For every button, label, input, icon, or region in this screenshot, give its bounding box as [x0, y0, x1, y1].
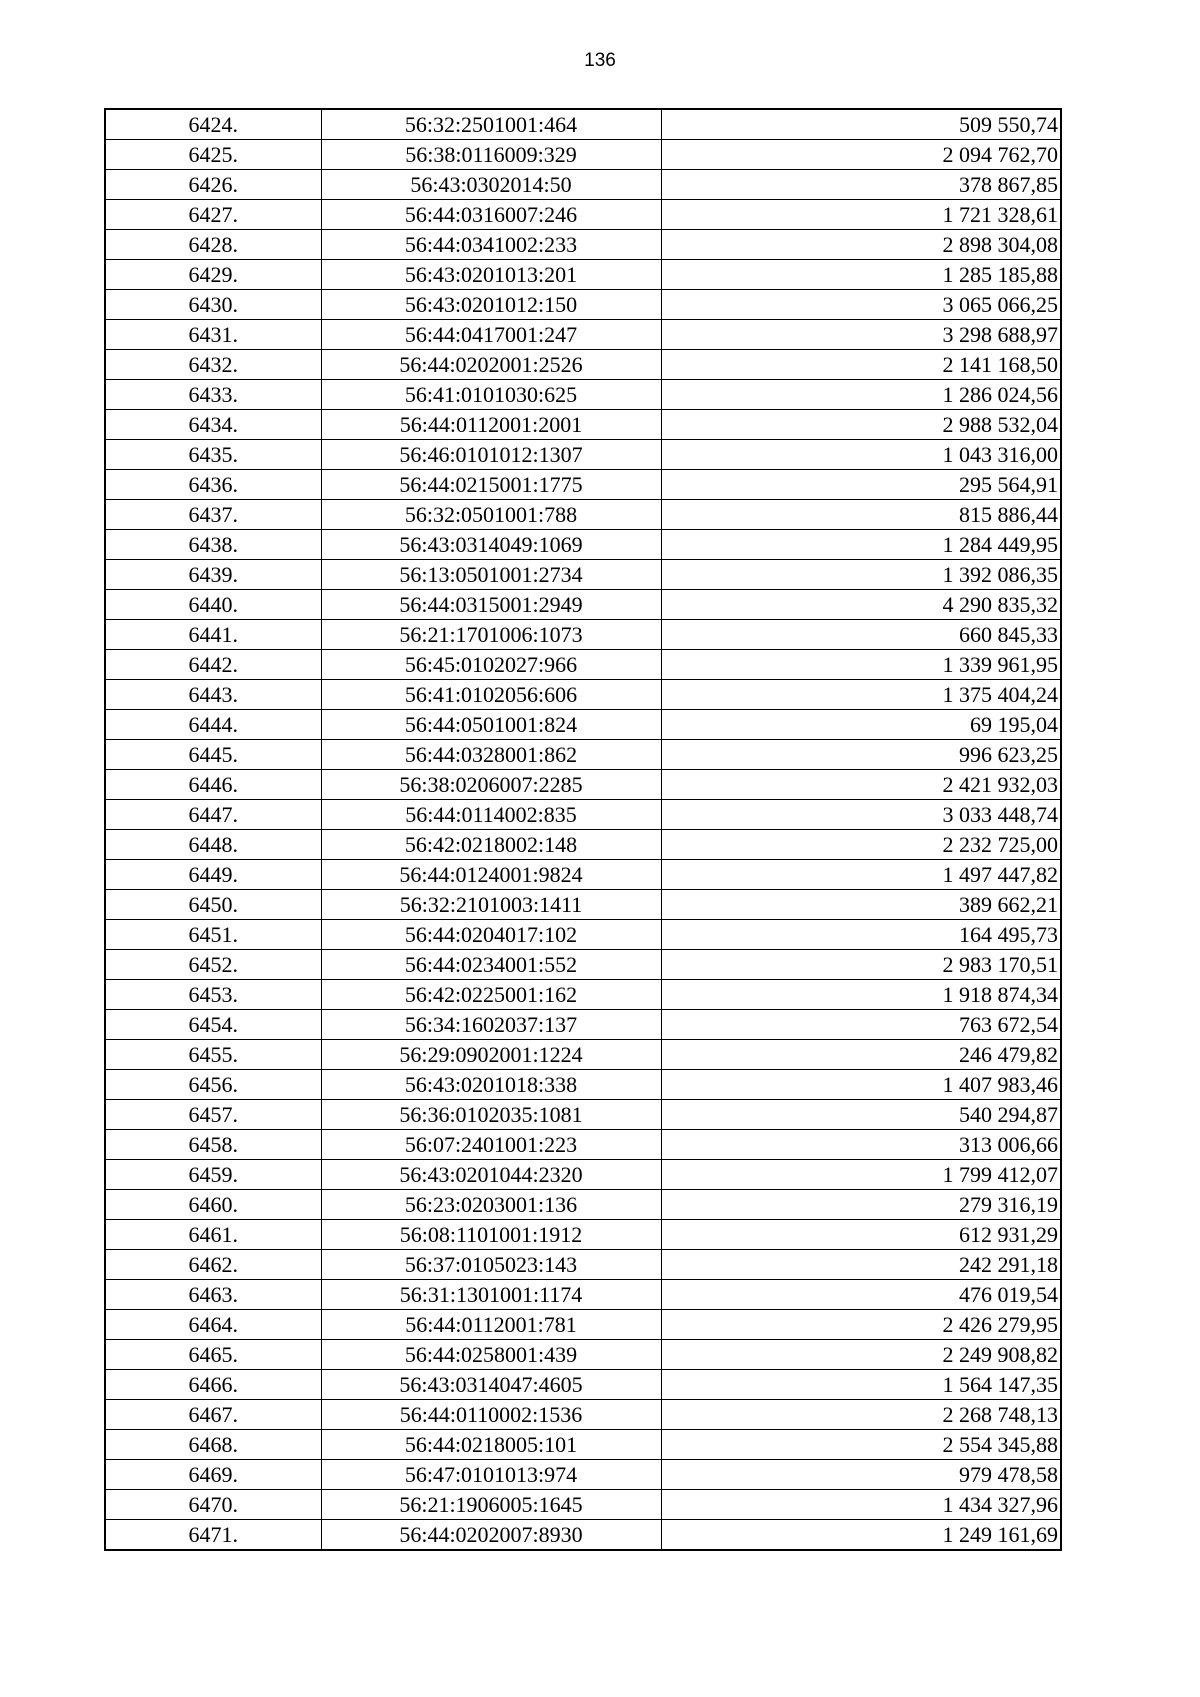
- table-row: [105, 590, 1061, 620]
- table-row: [105, 1370, 1061, 1400]
- table-row: [105, 320, 1061, 350]
- cadastral-value: 2 983 170,51: [661, 950, 1061, 980]
- cadastral-number: 56:44:0124001:9824: [321, 860, 661, 890]
- row-number: 6468.: [105, 1430, 321, 1460]
- row-number: 6434.: [105, 410, 321, 440]
- cadastral-value: 476 019,54: [661, 1280, 1061, 1310]
- cadastral-number: 56:44:0112001:781: [321, 1310, 661, 1340]
- table-row: [105, 1490, 1061, 1520]
- cadastral-value: 279 316,19: [661, 1190, 1061, 1220]
- table-row: [105, 140, 1061, 170]
- cadastral-value: 3 298 688,97: [661, 320, 1061, 350]
- cadastral-value: 1 285 185,88: [661, 260, 1061, 290]
- cadastral-number: 56:42:0225001:162: [321, 980, 661, 1010]
- cadastral-number: 56:34:1602037:137: [321, 1010, 661, 1040]
- cadastral-number: 56:37:0105023:143: [321, 1250, 661, 1280]
- cadastral-number: 56:31:1301001:1174: [321, 1280, 661, 1310]
- cadastral-value: 1 564 147,35: [661, 1370, 1061, 1400]
- row-number: 6431.: [105, 320, 321, 350]
- row-number: 6425.: [105, 140, 321, 170]
- row-number: 6454.: [105, 1010, 321, 1040]
- cadastral-number: 56:13:0501001:2734: [321, 560, 661, 590]
- cadastral-number: 56:44:0234001:552: [321, 950, 661, 980]
- row-number: 6453.: [105, 980, 321, 1010]
- cadastral-number: 56:23:0203001:136: [321, 1190, 661, 1220]
- cadastral-number: 56:43:0201044:2320: [321, 1160, 661, 1190]
- cadastral-value: 660 845,33: [661, 620, 1061, 650]
- cadastral-value: 2 898 304,08: [661, 230, 1061, 260]
- table-row: [105, 410, 1061, 440]
- cadastral-number: 56:29:0902001:1224: [321, 1040, 661, 1070]
- cadastral-number: 56:38:0206007:2285: [321, 770, 661, 800]
- cadastral-value: 3 033 448,74: [661, 800, 1061, 830]
- cadastral-value: 2 988 532,04: [661, 410, 1061, 440]
- cadastral-value: 1 918 874,34: [661, 980, 1061, 1010]
- row-number: 6451.: [105, 920, 321, 950]
- table-row: [105, 530, 1061, 560]
- cadastral-value: 313 006,66: [661, 1130, 1061, 1160]
- row-number: 6447.: [105, 800, 321, 830]
- row-number: 6445.: [105, 740, 321, 770]
- table-row: [105, 1400, 1061, 1430]
- table-row: [105, 1460, 1061, 1490]
- row-number: 6432.: [105, 350, 321, 380]
- table-row: [105, 890, 1061, 920]
- cadastral-number: 56:46:0101012:1307: [321, 440, 661, 470]
- cadastral-value: 2 141 168,50: [661, 350, 1061, 380]
- table-row: [105, 950, 1061, 980]
- row-number: 6466.: [105, 1370, 321, 1400]
- cadastral-value: 164 495,73: [661, 920, 1061, 950]
- cadastral-value: 1 339 961,95: [661, 650, 1061, 680]
- row-number: 6440.: [105, 590, 321, 620]
- row-number: 6441.: [105, 620, 321, 650]
- cadastral-number: 56:45:0102027:966: [321, 650, 661, 680]
- cadastral-number: 56:07:2401001:223: [321, 1130, 661, 1160]
- row-number: 6439.: [105, 560, 321, 590]
- table-row: [105, 1280, 1061, 1310]
- cadastral-number: 56:44:0341002:233: [321, 230, 661, 260]
- cadastral-number: 56:43:0201012:150: [321, 290, 661, 320]
- table-row: [105, 1100, 1061, 1130]
- table-row: [105, 710, 1061, 740]
- cadastral-value: 69 195,04: [661, 710, 1061, 740]
- table-row: [105, 980, 1061, 1010]
- cadastral-value: 540 294,87: [661, 1100, 1061, 1130]
- table-row: [105, 800, 1061, 830]
- cadastral-value: 2 426 279,95: [661, 1310, 1061, 1340]
- row-number: 6428.: [105, 230, 321, 260]
- row-number: 6461.: [105, 1220, 321, 1250]
- cadastral-value: 2 094 762,70: [661, 140, 1061, 170]
- cadastral-number: 56:44:0328001:862: [321, 740, 661, 770]
- cadastral-number: 56:32:0501001:788: [321, 500, 661, 530]
- cadastral-value: 3 065 066,25: [661, 290, 1061, 320]
- cadastral-number: 56:44:0417001:247: [321, 320, 661, 350]
- cadastral-number: 56:44:0204017:102: [321, 920, 661, 950]
- cadastral-number: 56:43:0314047:4605: [321, 1370, 661, 1400]
- table-row: [105, 440, 1061, 470]
- cadastral-value: 2 249 908,82: [661, 1340, 1061, 1370]
- cadastral-number: 56:44:0215001:1775: [321, 470, 661, 500]
- cadastral-number: 56:44:0315001:2949: [321, 590, 661, 620]
- cadastral-value: 4 290 835,32: [661, 590, 1061, 620]
- table-row: [105, 770, 1061, 800]
- table-row: [105, 1520, 1061, 1551]
- table-row: [105, 650, 1061, 680]
- cadastral-value: 612 931,29: [661, 1220, 1061, 1250]
- cadastral-number: 56:43:0201013:201: [321, 260, 661, 290]
- table-row: [105, 920, 1061, 950]
- row-number: 6450.: [105, 890, 321, 920]
- cadastral-number: 56:44:0258001:439: [321, 1340, 661, 1370]
- table-row: [105, 1190, 1061, 1220]
- table-row: [105, 1310, 1061, 1340]
- cadastral-value: 1 286 024,56: [661, 380, 1061, 410]
- cadastral-number: 56:38:0116009:329: [321, 140, 661, 170]
- row-number: 6460.: [105, 1190, 321, 1220]
- table-row: [105, 260, 1061, 290]
- table-row: [105, 500, 1061, 530]
- cadastral-value: 389 662,21: [661, 890, 1061, 920]
- table-body: [105, 109, 1061, 1550]
- row-number: 6435.: [105, 440, 321, 470]
- row-number: 6438.: [105, 530, 321, 560]
- cadastral-value: 2 232 725,00: [661, 830, 1061, 860]
- row-number: 6457.: [105, 1100, 321, 1130]
- cadastral-number: 56:42:0218002:148: [321, 830, 661, 860]
- cadastral-number: 56:41:0102056:606: [321, 680, 661, 710]
- row-number: 6443.: [105, 680, 321, 710]
- table-row: [105, 1010, 1061, 1040]
- table-row: [105, 560, 1061, 590]
- table-row: [105, 1340, 1061, 1370]
- row-number: 6467.: [105, 1400, 321, 1430]
- row-number: 6442.: [105, 650, 321, 680]
- cadastral-value: 1 497 447,82: [661, 860, 1061, 890]
- cadastral-value: 1 043 316,00: [661, 440, 1061, 470]
- cadastral-value: 295 564,91: [661, 470, 1061, 500]
- table-row: [105, 290, 1061, 320]
- cadastral-number: 56:32:2501001:464: [321, 109, 661, 140]
- table-row: [105, 1160, 1061, 1190]
- row-number: 6464.: [105, 1310, 321, 1340]
- cadastral-number: 56:44:0114002:835: [321, 800, 661, 830]
- row-number: 6446.: [105, 770, 321, 800]
- cadastral-number: 56:44:0501001:824: [321, 710, 661, 740]
- cadastral-value: 1 249 161,69: [661, 1520, 1061, 1551]
- row-number: 6433.: [105, 380, 321, 410]
- table-row: [105, 1130, 1061, 1160]
- cadastral-number: 56:43:0201018:338: [321, 1070, 661, 1100]
- cadastral-value: 996 623,25: [661, 740, 1061, 770]
- row-number: 6455.: [105, 1040, 321, 1070]
- row-number: 6469.: [105, 1460, 321, 1490]
- cadastral-number: 56:44:0110002:1536: [321, 1400, 661, 1430]
- row-number: 6452.: [105, 950, 321, 980]
- cadastral-value: 242 291,18: [661, 1250, 1061, 1280]
- table-row: [105, 350, 1061, 380]
- cadastral-number: 56:44:0202001:2526: [321, 350, 661, 380]
- row-number: 6471.: [105, 1520, 321, 1551]
- table-row: [105, 1070, 1061, 1100]
- cadastral-value-table: [104, 108, 1062, 1551]
- table-row: [105, 680, 1061, 710]
- cadastral-value: 979 478,58: [661, 1460, 1061, 1490]
- cadastral-number: 56:43:0302014:50: [321, 170, 661, 200]
- cadastral-number: 56:44:0202007:8930: [321, 1520, 661, 1551]
- table-row: [105, 740, 1061, 770]
- cadastral-number: 56:21:1906005:1645: [321, 1490, 661, 1520]
- cadastral-number: 56:41:0101030:625: [321, 380, 661, 410]
- table-row: [105, 1250, 1061, 1280]
- cadastral-value: 815 886,44: [661, 500, 1061, 530]
- table-row: [105, 170, 1061, 200]
- cadastral-number: 56:43:0314049:1069: [321, 530, 661, 560]
- cadastral-value: 378 867,85: [661, 170, 1061, 200]
- cadastral-value: 1 721 328,61: [661, 200, 1061, 230]
- cadastral-value: 1 392 086,35: [661, 560, 1061, 590]
- cadastral-number: 56:44:0218005:101: [321, 1430, 661, 1460]
- cadastral-value: 2 421 932,03: [661, 770, 1061, 800]
- cadastral-value: 2 554 345,88: [661, 1430, 1061, 1460]
- row-number: 6424.: [105, 109, 321, 140]
- row-number: 6448.: [105, 830, 321, 860]
- row-number: 6436.: [105, 470, 321, 500]
- table-row: [105, 1220, 1061, 1250]
- row-number: 6458.: [105, 1130, 321, 1160]
- cadastral-value: 1 284 449,95: [661, 530, 1061, 560]
- table-row: [105, 1040, 1061, 1070]
- table-row: [105, 620, 1061, 650]
- cadastral-number: 56:08:1101001:1912: [321, 1220, 661, 1250]
- row-number: 6429.: [105, 260, 321, 290]
- table-row: [105, 860, 1061, 890]
- row-number: 6444.: [105, 710, 321, 740]
- cadastral-value: 763 672,54: [661, 1010, 1061, 1040]
- row-number: 6462.: [105, 1250, 321, 1280]
- row-number: 6463.: [105, 1280, 321, 1310]
- row-number: 6426.: [105, 170, 321, 200]
- cadastral-number: 56:32:2101003:1411: [321, 890, 661, 920]
- table-row: [105, 470, 1061, 500]
- cadastral-number: 56:21:1701006:1073: [321, 620, 661, 650]
- row-number: 6430.: [105, 290, 321, 320]
- table-row: [105, 1430, 1061, 1460]
- cadastral-number: 56:47:0101013:974: [321, 1460, 661, 1490]
- table-row: [105, 830, 1061, 860]
- table-row: [105, 380, 1061, 410]
- cadastral-value: 246 479,82: [661, 1040, 1061, 1070]
- table-row: [105, 230, 1061, 260]
- row-number: 6449.: [105, 860, 321, 890]
- row-number: 6465.: [105, 1340, 321, 1370]
- cadastral-value: 1 407 983,46: [661, 1070, 1061, 1100]
- cadastral-value: 2 268 748,13: [661, 1400, 1061, 1430]
- table-row: [105, 109, 1061, 140]
- row-number: 6470.: [105, 1490, 321, 1520]
- cadastral-number: 56:44:0112001:2001: [321, 410, 661, 440]
- cadastral-value: 1 799 412,07: [661, 1160, 1061, 1190]
- cadastral-number: 56:44:0316007:246: [321, 200, 661, 230]
- row-number: 6459.: [105, 1160, 321, 1190]
- page-number: 136: [584, 50, 616, 71]
- cadastral-value: 1 375 404,24: [661, 680, 1061, 710]
- cadastral-value: 1 434 327,96: [661, 1490, 1061, 1520]
- cadastral-number: 56:36:0102035:1081: [321, 1100, 661, 1130]
- row-number: 6456.: [105, 1070, 321, 1100]
- row-number: 6437.: [105, 500, 321, 530]
- table-row: [105, 200, 1061, 230]
- row-number: 6427.: [105, 200, 321, 230]
- cadastral-value: 509 550,74: [661, 109, 1061, 140]
